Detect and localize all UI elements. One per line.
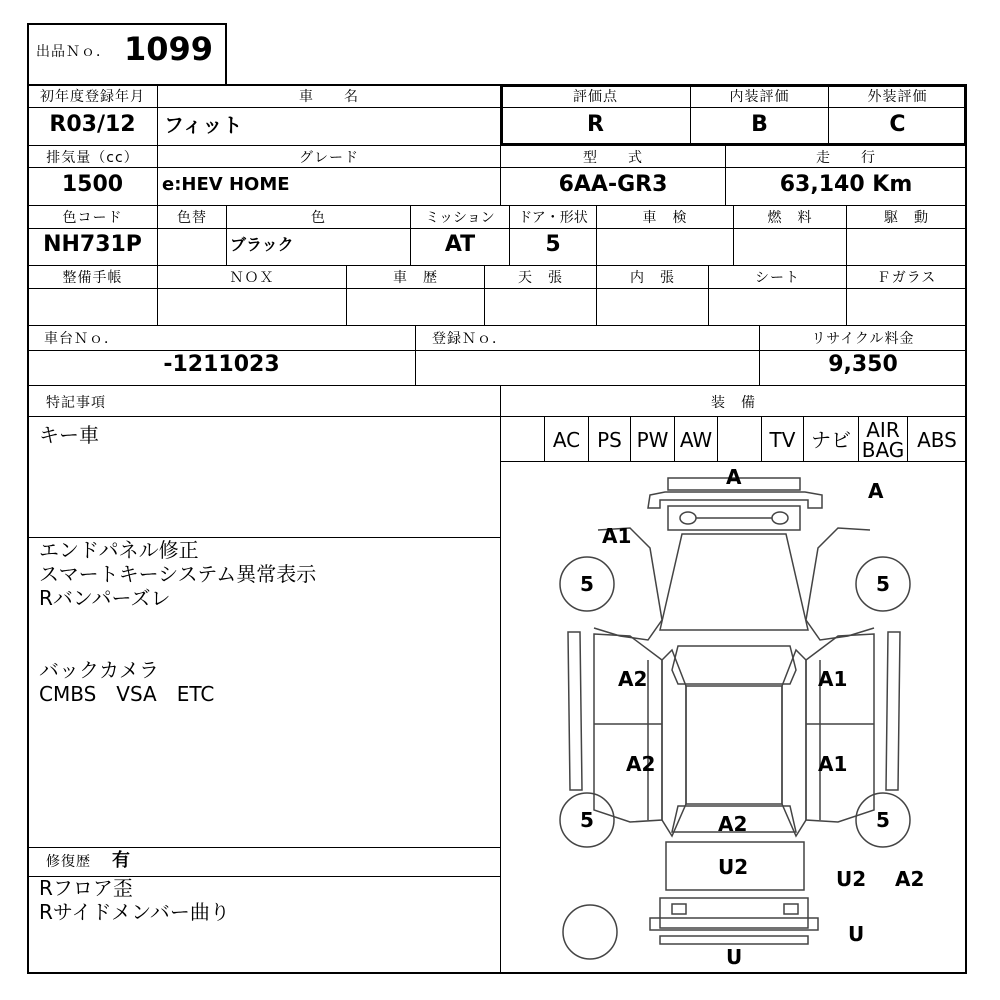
equip-pw: PW <box>636 428 669 452</box>
equip-aw: AW <box>679 428 713 452</box>
equipment-label: 装 備 <box>711 395 756 411</box>
score-label: 評価点 <box>573 89 618 105</box>
mark-roof: A2 <box>718 812 748 836</box>
mark-tire-rr: 5 <box>876 808 890 832</box>
equip-blank-2 <box>718 418 761 462</box>
chassis-label: 車台Ｎｏ． <box>44 331 119 347</box>
fuel-label: 燃 料 <box>767 210 813 226</box>
mark-tire-fr: 5 <box>876 572 890 596</box>
displacement-value: 1500 <box>61 172 124 197</box>
car-diagram <box>501 462 966 973</box>
mark-right-quarter: U2 <box>836 867 867 891</box>
notes-label: 特記事項 <box>46 395 106 411</box>
exterior-label: 外装評価 <box>867 89 928 105</box>
model-value: 6AA-GR3 <box>558 172 668 197</box>
mark-rear-bumper: U <box>726 945 743 969</box>
repair-history-label: 修復歴 <box>46 854 91 870</box>
mark-hood: A1 <box>602 524 632 548</box>
first-reg-label: 初年度登録年月 <box>40 89 145 105</box>
seat-label: シート <box>755 270 800 286</box>
lot-label: 出品Ｎｏ． <box>36 44 111 60</box>
color-code-value: NH731P <box>43 232 142 257</box>
mark-rear-right-outer-2: U <box>848 922 865 946</box>
notes-box-1: キー車 <box>39 423 99 447</box>
lot-number: 1099 <box>124 30 214 68</box>
transmission-value: AT <box>444 232 476 257</box>
exterior-value: C <box>889 112 906 137</box>
mark-rear-right-outer: A2 <box>895 867 925 891</box>
equip-tv: TV <box>769 428 796 452</box>
equip-ac: AC <box>552 428 581 452</box>
history-label: 車 歴 <box>393 270 438 286</box>
recycle-value: 9,350 <box>828 352 898 377</box>
mileage-label: 走 行 <box>816 150 876 166</box>
equip-abs: ABS <box>917 428 957 452</box>
fglass-label: Ｆガラス <box>876 270 937 286</box>
color-label: 色 <box>311 210 326 226</box>
repaint-label: 色替 <box>177 210 207 226</box>
interior-value: B <box>751 112 768 137</box>
mark-front-bumper: A <box>726 465 742 489</box>
door-label: ドア・形状 <box>518 210 588 226</box>
car-name-value: フィット <box>164 113 243 137</box>
drive-label: 駆 動 <box>884 210 929 226</box>
mark-tire-rl: 5 <box>580 808 594 832</box>
equip-ps: PS <box>597 428 622 452</box>
equip-airbag: AIR BAG <box>861 418 905 462</box>
interior-label: 内装評価 <box>729 89 790 105</box>
nox-label: ＮＯＸ <box>229 270 275 286</box>
registration-label: 登録Ｎｏ． <box>432 331 507 347</box>
model-label: 型 式 <box>583 150 643 166</box>
grade-value: e:HEV HOME <box>162 174 290 195</box>
grade-label: グレード <box>299 150 359 166</box>
interior-trim-label: 内 張 <box>630 270 675 286</box>
score-value: R <box>587 112 604 137</box>
sunroof-label: 天 張 <box>518 270 563 286</box>
mark-right-front-door: A1 <box>818 667 848 691</box>
color-value: ブラック <box>230 235 294 254</box>
mark-left-rear-door: A2 <box>626 752 656 776</box>
mileage-value: 63,140 Km <box>779 172 913 197</box>
notes-box-2: エンドパネル修正 スマートキーシステム異常表示 Rバンパーズレ バックカメラ CMBS VSA ETC <box>39 538 317 706</box>
repair-history-value: 有 <box>112 850 130 871</box>
equip-blank <box>501 418 544 462</box>
color-code-label: 色コード <box>62 210 123 226</box>
inspection-label: 車 検 <box>642 210 688 226</box>
mark-trunk: U2 <box>718 855 749 879</box>
mark-right-rear-door: A1 <box>818 752 848 776</box>
recycle-label: リサイクル料金 <box>811 331 915 347</box>
maintenance-label: 整備手帳 <box>62 270 123 286</box>
equip-navi: ナビ <box>811 428 851 452</box>
mark-left-front-door: A2 <box>618 667 648 691</box>
displacement-label: 排気量（cc） <box>46 150 139 166</box>
mark-tire-fl: 5 <box>580 572 594 596</box>
transmission-label: ミッション <box>425 210 495 226</box>
name-label: 車 名 <box>299 89 359 105</box>
first-reg-value: R03/12 <box>49 112 136 137</box>
chassis-value: -1211023 <box>163 352 280 377</box>
notes-box-3: Rフロア歪 Rサイドメンバー曲り <box>39 876 230 924</box>
mark-front-right-outer: A <box>868 479 884 503</box>
door-value: 5 <box>545 232 561 257</box>
